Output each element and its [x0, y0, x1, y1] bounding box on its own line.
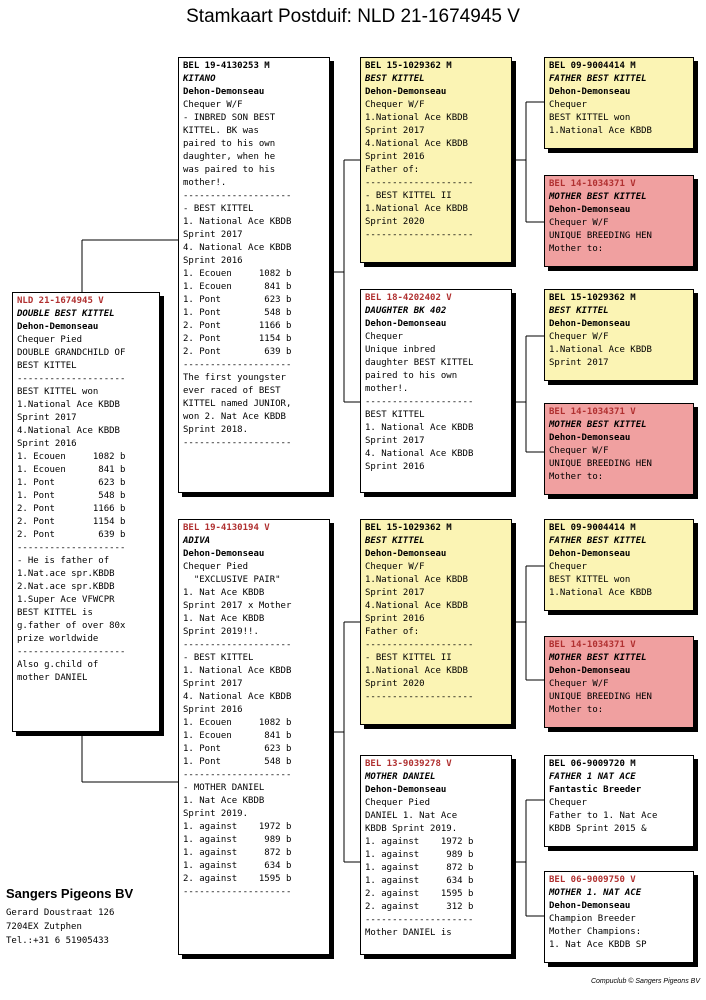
info-line: 1. National Ace KBDB	[365, 423, 474, 433]
pigeon-card-ff-father[interactable]	[544, 57, 694, 149]
info-line: - INBRED SON BEST	[183, 113, 276, 123]
pigeon-name: DOUBLE BEST KITTEL	[17, 309, 115, 319]
info-line: g.father of over 80x	[17, 621, 126, 631]
pigeon-card-mother-father[interactable]	[360, 519, 512, 725]
pigeon-name: BEST KITTEL	[365, 74, 425, 84]
breeder: Dehon-Demonseau	[549, 319, 631, 329]
info-line: 1. Pont 623 b	[183, 744, 292, 754]
info-line: Sprint 2017	[365, 126, 425, 136]
info-line: KBDB Sprint 2019.	[365, 824, 458, 834]
pigeon-card-fm-father[interactable]	[544, 289, 694, 381]
info-line: Sprint 2016	[17, 439, 77, 449]
info-line: 2. Pont 1154 b	[17, 517, 126, 527]
pigeon-card-mother-mother[interactable]	[360, 755, 512, 955]
info-line: Chequer	[365, 332, 403, 342]
info-line: Mother DANIEL is	[365, 928, 452, 938]
info-line: DOUBLE GRANDCHILD OF	[17, 348, 126, 358]
info-line: 4.National Ace KBDB	[17, 426, 120, 436]
pigeon-card-mother[interactable]	[178, 519, 330, 955]
info-line: 1. Ecouen 1082 b	[183, 718, 292, 728]
info-line: Mother Champions:	[549, 927, 642, 937]
info-line: BEST KITTEL is	[17, 608, 93, 618]
info-line: Sprint 2016	[183, 705, 243, 715]
info-line: daughter BEST KITTEL	[365, 358, 474, 368]
info-line: 2. Pont 639 b	[17, 530, 126, 540]
info-line: Sprint 2017	[183, 230, 243, 240]
info-line: Chequer Pied	[183, 562, 249, 572]
page-title: Stamkaart Postduif: NLD 21-1674945 V	[186, 6, 520, 27]
info-line: Sprint 2019.	[183, 809, 249, 819]
info-line: - BEST KITTEL II	[365, 653, 452, 663]
info-line: Sprint 2019!!.	[183, 627, 259, 637]
pigeon-card-ff-mother[interactable]	[544, 175, 694, 267]
pigeon-name: MOTHER BEST KITTEL	[549, 653, 647, 663]
info-line: --------------------	[365, 692, 474, 702]
info-line: KITTEL named JUNIOR,	[183, 399, 292, 409]
info-line: - BEST KITTEL	[183, 653, 254, 663]
info-line: 4.National Ace KBDB	[365, 139, 468, 149]
info-line: BEST KITTEL won	[549, 113, 631, 123]
info-line: Chequer	[549, 100, 587, 110]
info-line: Sprint 2018.	[183, 425, 249, 435]
info-line: Sprint 2020	[365, 217, 425, 227]
info-line: 1.Nat.ace spr.KBDB	[17, 569, 115, 579]
info-line: 2. Pont 639 b	[183, 347, 292, 357]
info-line: --------------------	[17, 374, 126, 384]
copyright-notice: Compuclub © Sangers Pigeons BV	[590, 978, 700, 985]
info-line: Sprint 2017	[17, 413, 77, 423]
info-line: Sprint 2016	[365, 152, 425, 162]
info-line: 1. against 872 b	[365, 863, 474, 873]
info-line: 1. Pont 548 b	[17, 491, 126, 501]
info-line: 2. against 1595 b	[183, 874, 292, 884]
info-line: Mother to:	[549, 244, 604, 254]
ring-number: BEL 15-1029362 M	[365, 61, 452, 71]
breeder: Dehon-Demonseau	[365, 87, 447, 97]
ring-number: BEL 14-1034371 V	[549, 407, 636, 417]
info-line: Chequer W/F	[549, 218, 609, 228]
info-line: BEST KITTEL	[17, 361, 77, 371]
info-line: "EXCLUSIVE PAIR"	[183, 575, 281, 585]
pigeon-card-mf-mother[interactable]	[544, 636, 694, 728]
ring-number: BEL 06-9009720 M	[549, 759, 636, 769]
info-line: UNIQUE BREEDING HEN	[549, 459, 652, 469]
info-line: Chequer W/F	[549, 446, 609, 456]
pigeon-card-father-father[interactable]	[360, 57, 512, 263]
pigeon-name: BEST KITTEL	[365, 536, 425, 546]
ring-number: BEL 13-9039278 V	[365, 759, 452, 769]
info-line: 1. against 1972 b	[183, 822, 292, 832]
info-line: 4. National Ace KBDB	[365, 449, 474, 459]
info-line: 1. Pont 623 b	[17, 478, 126, 488]
info-line: Sprint 2017	[549, 358, 609, 368]
info-line: 2. Pont 1166 b	[17, 504, 126, 514]
info-line: 1. Pont 623 b	[183, 295, 292, 305]
info-line: DANIEL 1. Nat Ace	[365, 811, 458, 821]
info-line: paired to his own	[183, 139, 276, 149]
pigeon-name: MOTHER 1. NAT ACE	[549, 888, 642, 898]
info-line: --------------------	[183, 887, 292, 897]
ring-number: BEL 06-9009750 V	[549, 875, 636, 885]
info-line: --------------------	[365, 915, 474, 925]
info-line: --------------------	[365, 640, 474, 650]
info-line: --------------------	[365, 230, 474, 240]
info-line: 1. Ecouen 841 b	[17, 465, 126, 475]
info-line: - He is father of	[17, 556, 110, 566]
breeder: Dehon-Demonseau	[549, 549, 631, 559]
info-line: KBDB Sprint 2015 &	[549, 824, 647, 834]
info-line: 1. Nat Ace KBDB	[183, 588, 265, 598]
ring-number: NLD 21-1674945 V	[17, 296, 104, 306]
info-line: 1. against 872 b	[183, 848, 292, 858]
info-line: 1. Ecouen 841 b	[183, 731, 292, 741]
breeder: Dehon-Demonseau	[365, 319, 447, 329]
info-line: 1.National Ace KBDB	[365, 666, 468, 676]
info-line: Sprint 2016	[365, 614, 425, 624]
info-line: Father of:	[365, 165, 420, 175]
info-line: mother!.	[183, 178, 227, 188]
info-line: 1. Nat Ace KBDB	[183, 614, 265, 624]
breeder-city: 7204EX Zutphen	[6, 922, 82, 932]
info-line: UNIQUE BREEDING HEN	[549, 231, 652, 241]
info-line: - BEST KITTEL II	[365, 191, 452, 201]
info-line: 1. Nat Ace KBDB	[183, 796, 265, 806]
breeder: Dehon-Demonseau	[549, 433, 631, 443]
info-line: 4.National Ace KBDB	[365, 601, 468, 611]
breeder-phone: Tel.:+31 6 51905433	[6, 936, 109, 946]
info-line: 2. Pont 1154 b	[183, 334, 292, 344]
info-line: 1.National Ace KBDB	[365, 575, 468, 585]
info-line: --------------------	[183, 360, 292, 370]
info-line: 1. against 634 b	[365, 876, 474, 886]
pigeon-card-father[interactable]	[178, 57, 330, 493]
ring-number: BEL 19-4130194 V	[183, 523, 270, 533]
info-line: was paired to his	[183, 165, 276, 175]
ring-number: BEL 19-4130253 M	[183, 61, 270, 71]
breeder: Fantastic Breeder	[549, 785, 642, 795]
breeder: Dehon-Demonseau	[183, 87, 265, 97]
info-line: - MOTHER DANIEL	[183, 783, 265, 793]
info-line: Chequer	[549, 798, 587, 808]
pigeon-card-main[interactable]	[12, 292, 160, 732]
info-line: The first youngster	[183, 373, 286, 383]
breeder: Dehon-Demonseau	[17, 322, 99, 332]
breeder-name: Sangers Pigeons BV	[6, 886, 134, 901]
info-line: --------------------	[365, 397, 474, 407]
info-line: Chequer Pied	[17, 335, 83, 345]
info-line: --------------------	[365, 178, 474, 188]
ring-number: BEL 14-1034371 V	[549, 640, 636, 650]
breeder: Dehon-Demonseau	[183, 549, 265, 559]
info-line: BEST KITTEL	[365, 410, 425, 420]
breeder: Dehon-Demonseau	[365, 549, 447, 559]
pigeon-card-fm-mother[interactable]	[544, 403, 694, 495]
info-line: KITTEL. BK was	[183, 126, 259, 136]
pigeon-name: KITANO	[183, 74, 216, 84]
info-line: Also g.child of	[17, 660, 99, 670]
info-line: prize worldwide	[17, 634, 99, 644]
info-line: BEST KITTEL won	[549, 575, 631, 585]
pigeon-name: MOTHER BEST KITTEL	[549, 192, 647, 202]
info-line: 1. against 989 b	[365, 850, 474, 860]
pigeon-name: FATHER BEST KITTEL	[549, 74, 647, 84]
ring-number: BEL 15-1029362 M	[549, 293, 636, 303]
pigeon-name: MOTHER DANIEL	[365, 772, 436, 782]
info-line: 1. Pont 548 b	[183, 308, 292, 318]
info-line: 4. National Ace KBDB	[183, 243, 292, 253]
info-line: paired to his own	[365, 371, 458, 381]
info-line: 1. against 634 b	[183, 861, 292, 871]
info-line: - BEST KITTEL	[183, 204, 254, 214]
ring-number: BEL 09-9004414 M	[549, 61, 636, 71]
info-line: Sprint 2016	[365, 462, 425, 472]
info-line: Mother to:	[549, 705, 604, 715]
info-line: Mother to:	[549, 472, 604, 482]
pigeon-card-mm-father[interactable]	[544, 755, 694, 847]
info-line: Sprint 2020	[365, 679, 425, 689]
ring-number: BEL 14-1034371 V	[549, 179, 636, 189]
breeder: Dehon-Demonseau	[365, 785, 447, 795]
info-line: 2. Pont 1166 b	[183, 321, 292, 331]
breeder-address: Gerard Doustraat 126	[6, 908, 115, 918]
info-line: Chequer W/F	[549, 679, 609, 689]
pigeon-card-mm-mother[interactable]	[544, 871, 694, 963]
info-line: 1. Ecouen 841 b	[183, 282, 292, 292]
info-line: Chequer Pied	[365, 798, 431, 808]
info-line: 1.National Ace KBDB	[549, 126, 652, 136]
info-line: --------------------	[17, 647, 126, 657]
breeder: Dehon-Demonseau	[549, 205, 631, 215]
info-line: --------------------	[183, 191, 292, 201]
info-line: Father of:	[365, 627, 420, 637]
info-line: Chequer W/F	[365, 562, 425, 572]
info-line: Chequer W/F	[183, 100, 243, 110]
pigeon-card-mf-father[interactable]	[544, 519, 694, 611]
info-line: Father to 1. Nat Ace	[549, 811, 658, 821]
info-line: BEST KITTEL won	[17, 387, 99, 397]
pigeon-name: BEST KITTEL	[549, 306, 609, 316]
info-line: 2. against 312 b	[365, 902, 474, 912]
info-line: won 2. Nat Ace KBDB	[183, 412, 286, 422]
info-line: mother DANIEL	[17, 673, 88, 683]
info-line: 4. National Ace KBDB	[183, 692, 292, 702]
info-line: Sprint 2017	[365, 436, 425, 446]
info-line: 1. National Ace KBDB	[183, 666, 292, 676]
pigeon-name: DAUGHTER BK 402	[365, 306, 447, 316]
info-line: mother!.	[365, 384, 409, 394]
pigeon-name: FATHER 1 NAT ACE	[549, 772, 636, 782]
info-line: 1. National Ace KBDB	[183, 217, 292, 227]
breeder: Dehon-Demonseau	[549, 666, 631, 676]
info-line: ever raced of BEST	[183, 386, 281, 396]
info-line: 1. Nat Ace KBDB SP	[549, 940, 647, 950]
ring-number: BEL 09-9004414 M	[549, 523, 636, 533]
info-line: --------------------	[183, 438, 292, 448]
info-line: Chequer	[549, 562, 587, 572]
info-line: daughter, when he	[183, 152, 276, 162]
info-line: 1.National Ace KBDB	[365, 113, 468, 123]
ring-number: BEL 18-4202402 V	[365, 293, 452, 303]
info-line: 1.National Ace KBDB	[365, 204, 468, 214]
info-line: --------------------	[183, 640, 292, 650]
pigeon-card-father-mother[interactable]	[360, 289, 512, 493]
info-line: 1. Ecouen 1082 b	[183, 269, 292, 279]
info-line: Sprint 2017	[365, 588, 425, 598]
info-line: 1.National Ace KBDB	[549, 345, 652, 355]
info-line: Sprint 2017 x Mother	[183, 601, 292, 611]
breeder: Dehon-Demonseau	[549, 87, 631, 97]
info-line: 1. against 989 b	[183, 835, 292, 845]
info-line: 1.National Ace KBDB	[17, 400, 120, 410]
info-line: 1.Super Ace VFWCPR	[17, 595, 115, 605]
pigeon-name: FATHER BEST KITTEL	[549, 536, 647, 546]
info-line: 2.Nat.ace spr.KBDB	[17, 582, 115, 592]
info-line: UNIQUE BREEDING HEN	[549, 692, 652, 702]
info-line: Unique inbred	[365, 345, 436, 355]
info-line: 1. against 1972 b	[365, 837, 474, 847]
info-line: Sprint 2017	[183, 679, 243, 689]
breeder: Dehon-Demonseau	[549, 901, 631, 911]
info-line: --------------------	[17, 543, 126, 553]
pigeon-name: MOTHER BEST KITTEL	[549, 420, 647, 430]
info-line: Champion Breeder	[549, 914, 636, 924]
info-line: Sprint 2016	[183, 256, 243, 266]
info-line: --------------------	[183, 770, 292, 780]
ring-number: BEL 15-1029362 M	[365, 523, 452, 533]
info-line: 1. Pont 548 b	[183, 757, 292, 767]
info-line: Chequer W/F	[365, 100, 425, 110]
info-line: 1.National Ace KBDB	[549, 588, 652, 598]
info-line: 2. against 1595 b	[365, 889, 474, 899]
pigeon-name: ADIVA	[183, 536, 211, 546]
info-line: 1. Ecouen 1082 b	[17, 452, 126, 462]
info-line: Chequer W/F	[549, 332, 609, 342]
